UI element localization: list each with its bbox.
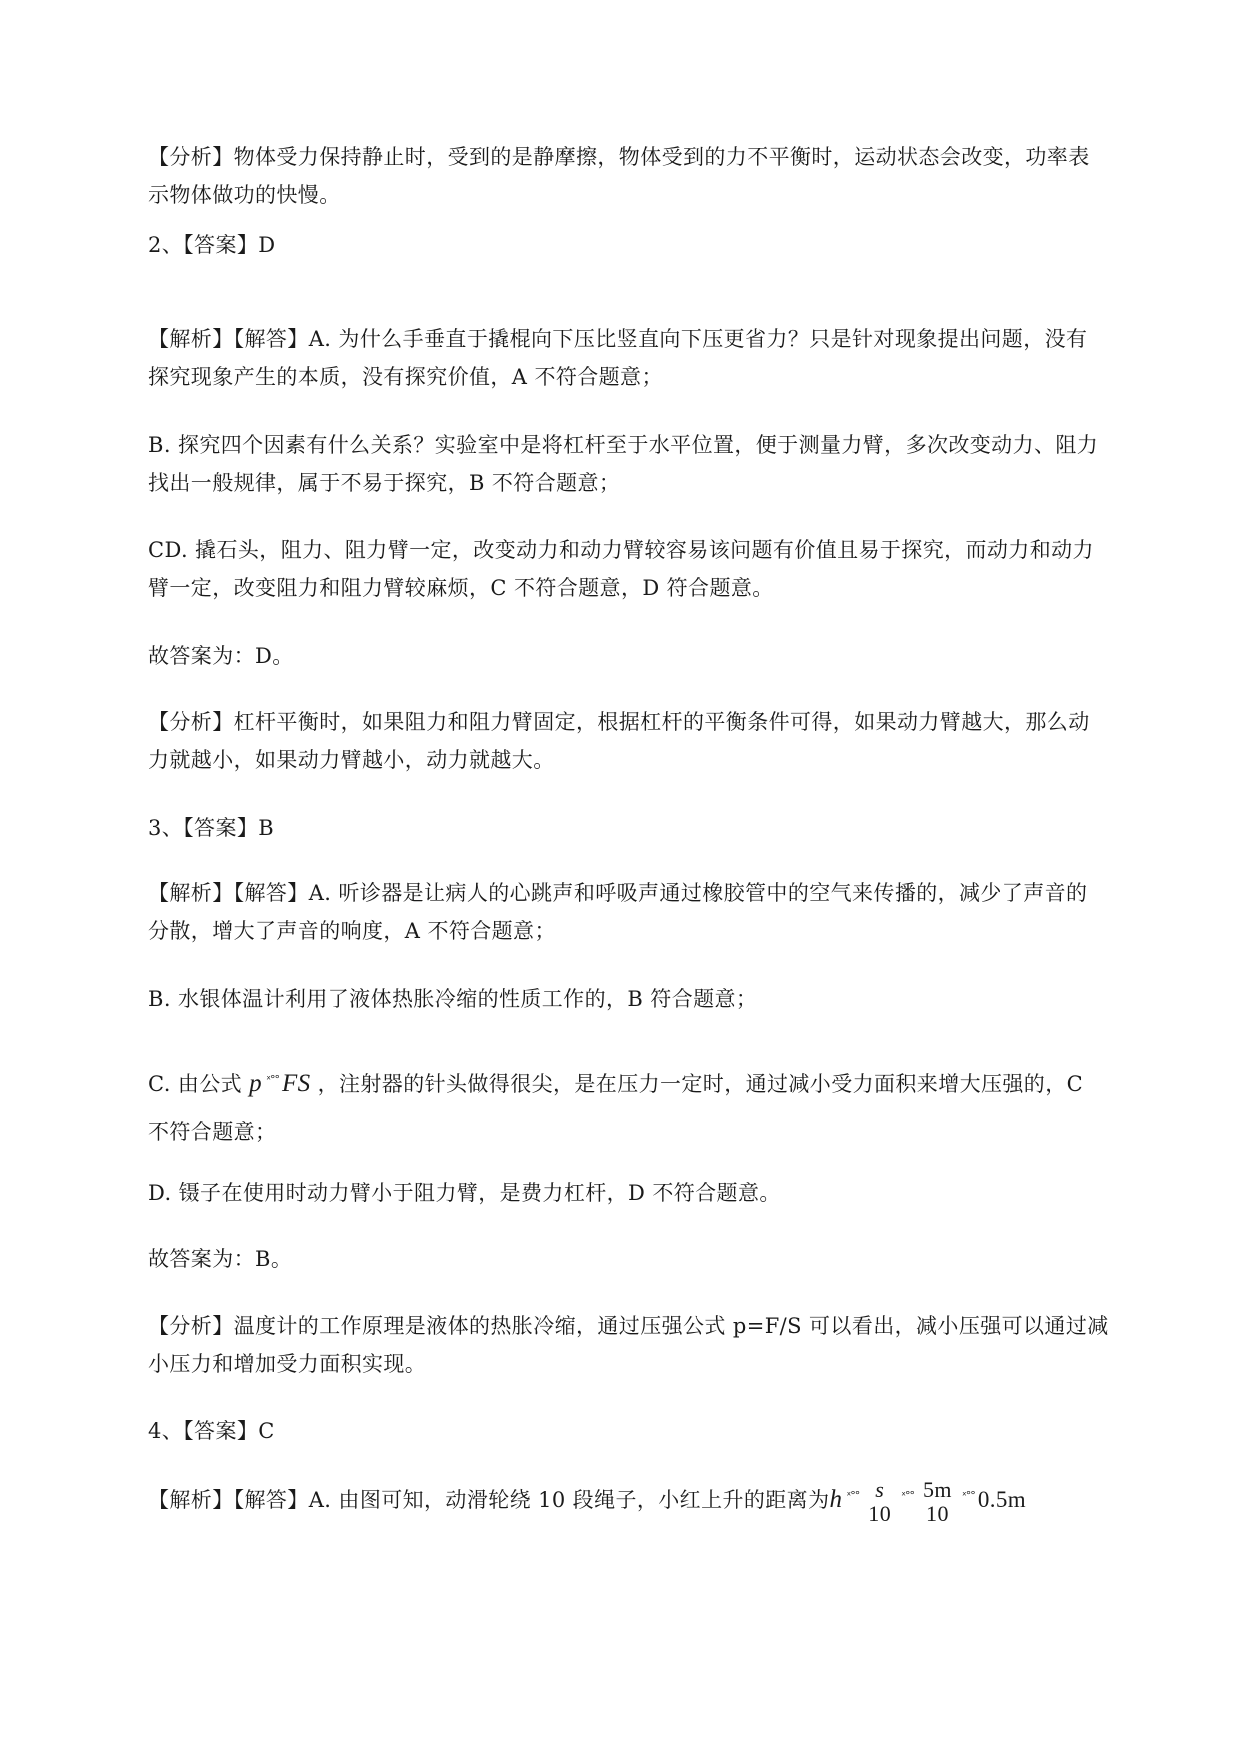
text-line: B. 水银体温计利用了液体热胀冷缩的性质工作的，B 符合题意； xyxy=(148,987,758,1011)
solution-paragraph-3b xyxy=(148,980,1143,1018)
text-line: 故答案为：D。 xyxy=(148,644,294,668)
answer-heading-4 xyxy=(148,1412,1143,1450)
math-variable: p xyxy=(249,1070,263,1097)
analysis-paragraph-3 xyxy=(148,1307,1143,1383)
analysis-paragraph-2 xyxy=(148,703,1143,779)
formula-line xyxy=(148,1056,1143,1108)
text-line: D. 镊子在使用时动力臂小于阻力臂，是费力杠杆，D 不符合题意。 xyxy=(148,1181,781,1205)
text-line: 4、【答案】C xyxy=(148,1419,275,1443)
text-segment: ，注射器的针头做得很尖，是在压力一定时，通过减小受力面积来增大压强的，C xyxy=(310,1072,1084,1096)
fraction-numerator: s xyxy=(875,1476,885,1502)
formula-line xyxy=(148,1466,1143,1530)
text-line: 【解析】【解答】A. 为什么手垂直于撬棍向下压比竖直向下压更省力？只是针对现象提出问题，没有 xyxy=(148,327,1088,351)
solution-paragraph-2b xyxy=(148,426,1143,502)
text-line: 小压力和增加受力面积实现。 xyxy=(148,1352,427,1376)
text-segment: 【解析】【解答】A. 由图可知，动滑轮绕 10 段绳子，小红上升的距离为 xyxy=(148,1488,830,1512)
text-line: 示物体做功的快慢。 xyxy=(148,183,341,207)
text-line: CD. 撬石头，阻力、阻力臂一定，改变动力和动力臂较容易该问题有价值且易于探究，而动力和动力 xyxy=(148,538,1094,562)
solution-paragraph-3d xyxy=(148,1174,1143,1212)
fraction-denominator: 10 xyxy=(868,1500,892,1526)
text-line: 探究现象产生的本质，没有探究价值，A 不符合题意； xyxy=(148,365,663,389)
formula-operator: ˣ°° xyxy=(901,1489,914,1502)
text-line: 不符合题意； xyxy=(148,1120,277,1144)
text-line: 2、【答案】D xyxy=(148,233,276,257)
solution-paragraph-2cd xyxy=(148,531,1143,607)
text-line: 故答案为：B。 xyxy=(148,1247,293,1271)
text-line: 【解析】【解答】A. 听诊器是让病人的心跳声和呼吸声通过橡胶管中的空气来传播的，减少了声音的 xyxy=(148,881,1088,905)
final-answer-3 xyxy=(148,1240,1143,1278)
text-line: 分散，增大了声音的响度，A 不符合题意； xyxy=(148,919,556,943)
answer-heading-3 xyxy=(148,809,1143,847)
solution-paragraph-4a xyxy=(148,1466,1143,1530)
formula-operator: ˣ°° xyxy=(961,1489,975,1502)
text-line: B. 探究四个因素有什么关系？实验室中是将杠杆至于水平位置，便于测量力臂，多次改变动力、阻力 xyxy=(148,433,1099,457)
fraction-denominator: 10 xyxy=(926,1500,949,1526)
final-answer-2 xyxy=(148,637,1143,675)
fraction xyxy=(919,1478,956,1526)
text-line: 臂一定，改变阻力和阻力臂较麻烦，C 不符合题意，D 符合题意。 xyxy=(148,576,774,600)
text-line: 3、【答案】B xyxy=(148,816,275,840)
text-line: 找出一般规律，属于不易于探究，B 不符合题意； xyxy=(148,471,621,495)
text-line: 【分析】杠杆平衡时，如果阻力和阻力臂固定，根据杠杆的平衡条件可得，如果动力臂越大，那么动 xyxy=(148,710,1090,734)
math-variable: FS xyxy=(281,1070,311,1097)
analysis-paragraph-1 xyxy=(148,138,1143,214)
fraction xyxy=(864,1478,895,1526)
text-segment: C. 由公式 xyxy=(148,1072,250,1096)
formula-operator: ˣ°° xyxy=(846,1489,860,1502)
text-line: 【分析】温度计的工作原理是液体的热胀冷缩，通过压强公式 p=F/S 可以看出，减小压强可以通过减 xyxy=(148,1314,1109,1338)
formula-operator: ˣ°° xyxy=(266,1073,279,1086)
formula-result: 0.5m xyxy=(977,1487,1027,1512)
answer-heading-2 xyxy=(148,226,1143,264)
solution-paragraph-3a xyxy=(148,874,1143,950)
fraction-numerator: 5m xyxy=(923,1476,952,1502)
text-line: 力就越小，如果动力臂越小，动力就越大。 xyxy=(148,748,555,772)
solution-paragraph-3c xyxy=(148,1056,1143,1156)
math-variable: h xyxy=(829,1486,843,1513)
text-line: 【分析】物体受力保持静止时，受到的是静摩擦，物体受到的力不平衡时，运动状态会改变，功率表 xyxy=(148,145,1090,169)
solution-paragraph-2a xyxy=(148,320,1143,396)
